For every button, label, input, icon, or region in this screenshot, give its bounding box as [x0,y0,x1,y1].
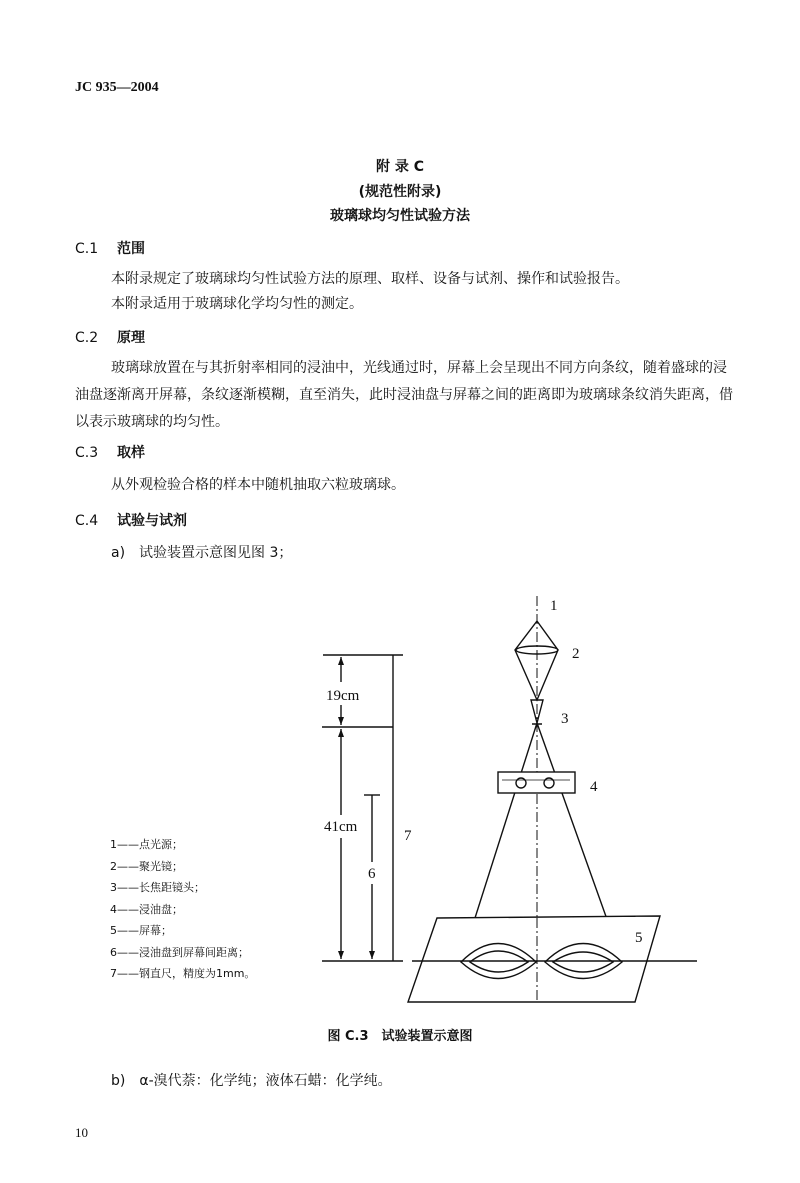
oil-tank [498,772,575,793]
page-number: 10 [75,1125,88,1140]
label-2: 2 [572,646,580,662]
label-7: 7 [404,828,412,844]
legend-item: 6——浸油盘到屏幕间距离； [110,945,249,959]
figure-legend [110,834,255,985]
legend-item: 2——聚光镜； [110,859,183,873]
appendix-title: 附 录 C [375,159,425,175]
legend-item: 3——长焦距镜头； [110,881,205,894]
label-4: 4 [590,779,598,795]
label-6: 6 [368,866,376,882]
legend-item: 7——钢直尺，精度为1mm。 [110,967,256,980]
label-5: 5 [635,930,643,946]
standard-code: JC 935—2004 [75,80,159,95]
legend-item: 4——浸油盘； [110,902,183,916]
section-c2-heading: C.2 原理 [75,330,145,346]
dim-41cm: 41cm [324,819,358,835]
legend-item: 5——屏幕； [110,924,172,937]
section-c3-para: 从外观检验合格的样本中随机抽取六粒玻璃球。 [111,477,405,493]
section-c1-heading: C.1 范围 [75,241,145,257]
section-c4-heading: C.4 试验与试剂 [75,513,187,529]
appendix-name: 玻璃球均匀性试验方法 [330,208,470,224]
dim-19cm: 19cm [326,688,360,704]
item-b: b) α-溴代萘：化学纯；液体石蜡：化学纯。 [111,1073,392,1089]
screen [408,916,660,1002]
section-c2-para: 玻璃球放置在与其折射率相同的浸油中，光线通过时，屏幕上会呈现出不同方向条纹，随着盛球的浸油盘逐渐离开屏幕，条纹逐渐模糊，直至消失，此时浸油盘与屏幕之间的距离即为玻璃球条纹消失距离，借以表示玻璃球的均匀性。 [75,360,733,430]
section-c1-para2: 本附录适用于玻璃球化学均匀性的测定。 [111,296,363,312]
figure-caption: 图 C.3 试验装置示意图 [327,1029,473,1044]
appendix-type: (规范性附录) [358,184,442,200]
section-c1-para1: 本附录规定了玻璃球均匀性试验方法的原理、取样、设备与试剂、操作和试验报告。 [111,271,629,287]
label-1: 1 [550,598,558,614]
legend-item: 1——点光源； [110,838,183,851]
section-c4-item-a: a) 试验装置示意图见图 3； [111,545,293,561]
label-3: 3 [561,711,569,727]
section-c3-heading: C.3 取样 [75,445,145,461]
